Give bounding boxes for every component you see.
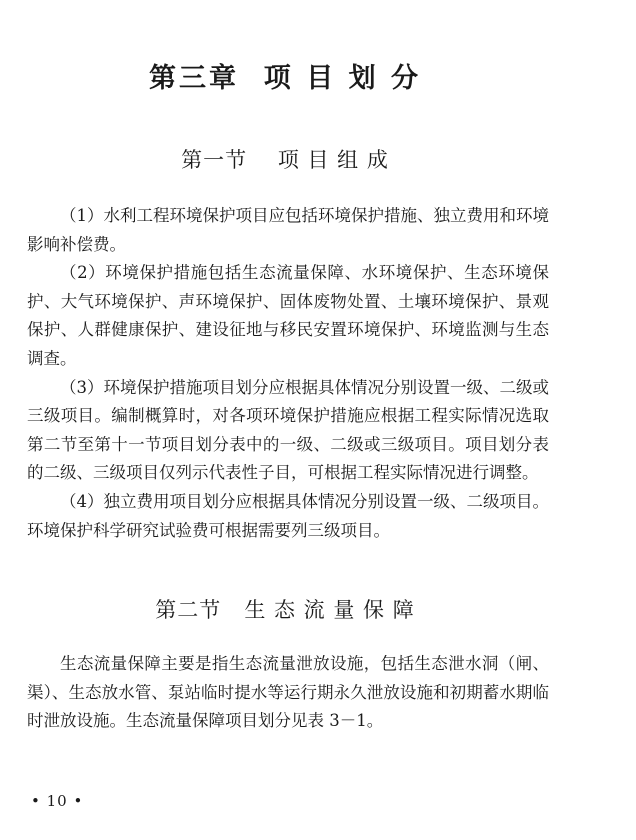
paragraph: （1）水利工程环境保护项目应包括环境保护措施、独立费用和环境影响补偿费。 — [27, 206, 549, 254]
paragraph: （2）环境保护措施包括生态流量保障、水环境保护、生态环境保护、大气环境保护、声环境保护、固体废物处置、土壤环境保护、景观保护、人群健康保护、建设征地与移民安置环境保护、环境监测与生态调查。 — [27, 263, 549, 368]
section-2-body — [27, 650, 549, 736]
chapter-title: 第三章 项 目 划 分 — [149, 63, 421, 94]
section-1-body — [27, 202, 549, 545]
paragraph: 生态流量保障主要是指生态流量泄放设施，包括生态泄水洞（闸、渠）、生态放水管、泵站临时提水等运行期永久泄放设施和初期蓄水期临时泄放设施。生态流量保障项目划分见表 3－1。 — [27, 654, 549, 731]
section-title-2: 第二节 生 态 流 量 保 障 — [155, 598, 415, 622]
paragraph: （3）环境保护措施项目划分应根据具体情况分别设置一级、二级或三级项目。编制概算时，对各项环境保护措施应根据工程实际情况选取第二节至第十一节项目划分表中的一级、二级或三级项目。项目划分表的二级、三级项目仅列示代表性子目，可根据工程实际情况进行调整。 — [27, 377, 549, 483]
section-title-1: 第一节 项 目 组 成 — [181, 148, 389, 172]
page-number: • 10 • — [31, 792, 84, 810]
paragraph: （4）独立费用项目划分应根据具体情况分别设置一级、二级项目。环境保护科学研究试验费可根据需要列三级项目。 — [27, 491, 549, 540]
